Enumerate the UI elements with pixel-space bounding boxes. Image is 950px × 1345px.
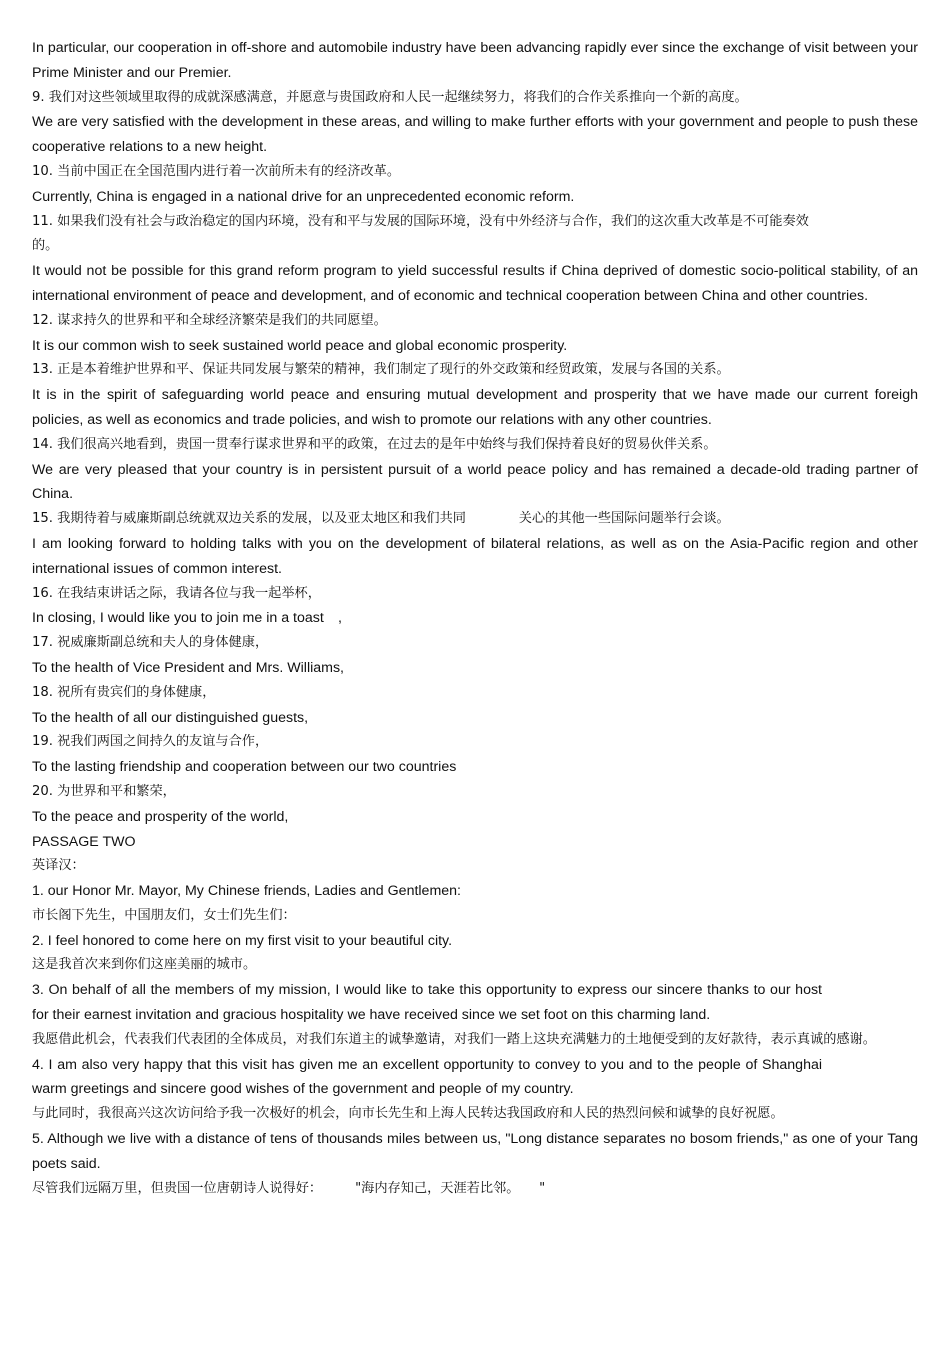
chinese-paragraph: 英译汉： xyxy=(32,858,85,874)
chinese-paragraph: 市长阁下先生，中国朋友们，女士们先生们： xyxy=(32,907,296,923)
chinese-paragraph: 与此同时，我很高兴这次访问给予我一次极好的机会，向市长先生和上海人民转达我国政府和人民的热烈问候和诚挚的良好祝愿。 xyxy=(32,1106,784,1122)
chinese-paragraph: 17. 祝威廉斯副总统和夫人的身体健康， xyxy=(32,635,269,651)
english-paragraph: To the peace and prosperity of the world, xyxy=(32,808,289,825)
english-paragraph: 1. our Honor Mr. Mayor, My Chinese friends, Ladies and Gentlemen: xyxy=(32,883,461,900)
english-paragraph: In closing, I would like you to join me in a toast , xyxy=(32,610,342,627)
chinese-paragraph: 14. 我们很高兴地看到，贵国一贯奉行谋求世界和平的政策，在过去的是年中始终与我们保持着良好的贸易伙伴关系。 xyxy=(32,436,717,452)
english-paragraph: 3. On behalf of all the members of my mission, I would like to take this opportunity to express our sincere thanks to our host for their earnest invitation and gracious hospitality we have received since we set foot on this charming land. xyxy=(32,982,822,1024)
english-paragraph: To the health of Vice President and Mrs. Williams, xyxy=(32,659,344,676)
chinese-paragraph: 尽管我们远隔万里，但贵国一位唐朝诗人说得好： "海内存知己，天涯若比邻。 " xyxy=(32,1180,546,1196)
english-paragraph: It would not be possible for this grand reform program to yield successful results if China deprived of domestic socio-political stability, of an international environment of peace and development, and of economic and technical cooperation between China and other countries. xyxy=(32,263,918,304)
english-paragraph: To the health of all our distinguished guests, xyxy=(32,709,309,726)
english-paragraph: PASSAGE TWO xyxy=(32,833,136,850)
english-paragraph: To the lasting friendship and cooperation between our two countries xyxy=(32,759,457,776)
chinese-paragraph: 10. 当前中国正在全国范围内进行着一次前所未有的经济改革。 xyxy=(32,163,401,179)
english-paragraph: Currently, China is engaged in a national drive for an unprecedented economic reform. xyxy=(32,188,575,205)
chinese-paragraph: 16. 在我结束讲话之际，我请各位与我一起举杯， xyxy=(32,585,321,601)
chinese-paragraph: 9. 我们对这些领域里取得的成就深感满意，并愿意与贵国政府和人民一起继续努力，将我们的合作关系推向一个新的高度。 xyxy=(32,89,748,105)
chinese-paragraph: 19. 祝我们两国之间持久的友谊与合作， xyxy=(32,734,269,750)
chinese-paragraph: 这是我首次来到你们这座美丽的城市。 xyxy=(32,957,257,973)
english-paragraph: It is our common wish to seek sustained world peace and global economic prosperity. xyxy=(32,337,568,354)
document-body xyxy=(32,36,918,1201)
chinese-paragraph: 我愿借此机会，代表我们代表团的全体成员，对我们东道主的诚挚邀请，对我们一踏上这块充满魅力的土地便受到的友好款待，表示真诚的感谢。 xyxy=(32,1031,876,1047)
chinese-paragraph: 11. 如果我们没有社会与政治稳定的国内环境，没有和平与发展的国际环境，没有中外经济与合作，我们的这次重大改革是不可能奏效的。 xyxy=(32,213,809,254)
chinese-paragraph: 12. 谋求持久的世界和平和全球经济繁荣是我们的共同愿望。 xyxy=(32,312,387,328)
chinese-paragraph: 13. 正是本着维护世界和平、保证共同发展与繁荣的精神，我们制定了现行的外交政策和经贸政策，发展与各国的关系。 xyxy=(32,362,730,378)
english-paragraph: We are very pleased that your country is in persistent pursuit of a world peace policy and has remained a decade-old trading partner of China. xyxy=(32,461,918,503)
chinese-paragraph: 15. 我期待着与威廉斯副总统就双边关系的发展，以及亚太地区和我们共同 关心的其他一些国际问题举行会谈。 xyxy=(32,511,730,527)
english-paragraph: 5. Although we live with a distance of tens of thousands miles between us, "Long distance separates no bosom friends," as one of your Tang poets said. xyxy=(32,1131,918,1172)
english-paragraph: In particular, our cooperation in off-shore and automobile industry have been advancing rapidly ever since the exchange of visit between your Prime Minister and our Premier. xyxy=(32,40,918,81)
english-paragraph: We are very satisfied with the development in these areas, and willing to make further efforts with your government and people to push these cooperative relations to a new height. xyxy=(32,114,918,156)
chinese-paragraph: 20. 为世界和平和繁荣， xyxy=(32,783,176,799)
chinese-paragraph: 18. 祝所有贵宾们的身体健康， xyxy=(32,684,216,700)
english-paragraph: It is in the spirit of safeguarding world peace and ensuring mutual development and prosperity that we have made our current foreigh policies, as well as economics and trade policies, and wish to promote our relations with any other countries. xyxy=(32,387,918,428)
english-paragraph: 4. I am also very happy that this visit has given me an excellent opportunity to convey to you and to the people of Shanghai warm greetings and sincere good wishes of the government and people of my country. xyxy=(32,1056,822,1098)
english-paragraph: I am looking forward to holding talks with you on the development of bilateral relations, as well as on the Asia-Pacific region and other international issues of common interest. xyxy=(32,535,918,577)
english-paragraph: 2. I feel honored to come here on my first visit to your beautiful city. xyxy=(32,932,453,949)
